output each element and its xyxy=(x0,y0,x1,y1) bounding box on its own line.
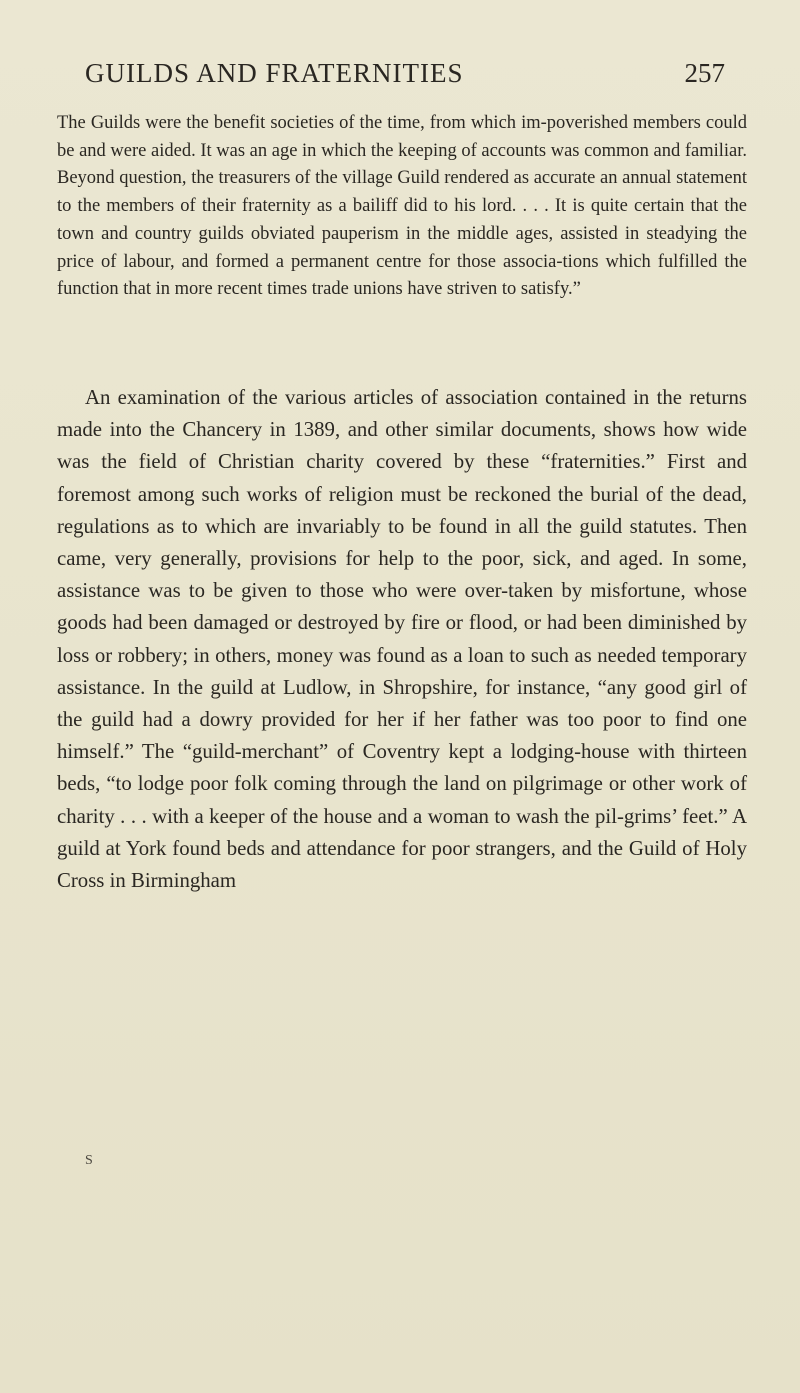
page-header xyxy=(85,58,725,98)
quote-paragraph: The Guilds were the benefit societies of the time, from which im-poverished members could be and were aided. It was an age in which the keeping of accounts was common and familiar. Beyond question, the treasurers of the village Guild rendered as accurate an annual statement to the members of their fraternity as a bailiff did to his lord. . . . It is quite certain that the town and country guilds obviated pauperism in the middle ages, assisted in steadying the price of labour, and formed a permanent centre for those associa-tions which fulfilled the function that in more recent times trade unions have striven to satisfy.” xyxy=(57,113,747,300)
main-paragraph: An examination of the various articles of association contained in the returns made into the Chancery in 1389, and other similar documents, shows how wide was the field of Christian charity covered by these “fraternities.” First and foremost among such works of religion must be reckoned the burial of the dead, regulations as to which are invariably to be found in all the guild statutes. Then came, very generally, provisions for help to the poor, sick, and aged. In some, assistance was to be given to those who were over-taken by misfortune, whose goods had been damaged or destroyed by fire or flood, or had been diminished by loss or robbery; in others, money was found as a loan to such as needed temporary assistance. In the guild at Ludlow, in Shropshire, for instance, “any good girl of the guild had a dowry provided for her if her father was too poor to find one himself.” The “guild-merchant” of Coventry kept a lodging-house with thirteen beds, “to lodge poor folk coming through the land on pilgrimage or other work of charity . . . with a keeper of the house and a woman to wash the pil-grims’ feet.” A guild at York found beds and attendance for poor strangers, and the Guild of Holy Cross in Birmingham xyxy=(57,386,747,893)
printer-signature-mark: S xyxy=(85,1153,93,1168)
running-title: GUILDS AND FRATERNITIES xyxy=(85,58,464,88)
page-number: 257 xyxy=(684,58,725,88)
